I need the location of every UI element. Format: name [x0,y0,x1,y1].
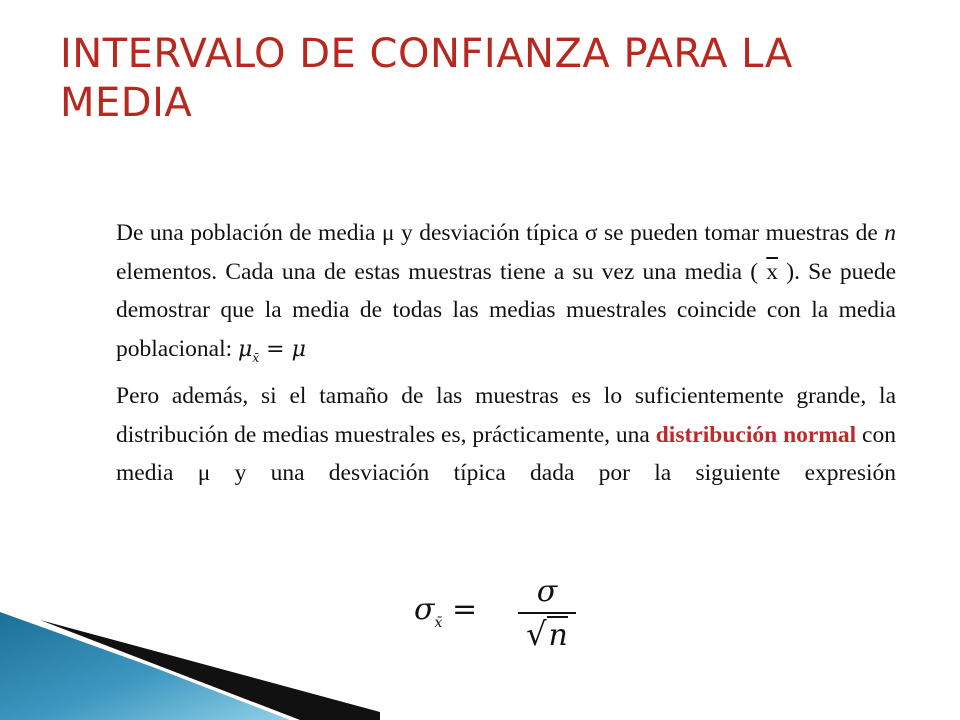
inline-formula-rhs: μ [291,336,306,362]
slide-title: INTERVALO DE CONFIANZA PARA LA MEDIA [60,31,793,126]
highlight-normal-distribution: distribución normal [655,421,857,448]
p1-text-b: elementos. Cada una de estas muestras tiene a su vez una media ( [116,258,767,285]
formula-numerator: σ [536,574,558,609]
inline-formula-eq: = [259,336,292,362]
inline-formula-mean [238,336,306,365]
p1-xbar: $\overline{x}$ [766,258,779,285]
corner-decoration [0,600,380,720]
p1-text-c: ). Se puede demostrar que la media de todas las medias muestrales coincide con la media poblacional: [116,258,896,362]
formula-fraction [518,574,576,654]
body-text [116,214,896,493]
p2-text-a: Pero además, si el tamaño de las muestras es lo suficientemente grande, la distribución de medias muestrales es, prácticamente, una [116,383,896,448]
formula-n: n [548,618,568,653]
p1-text-a: De una población de media μ y desviación típica σ se pueden tomar muestras de [116,220,885,246]
formula-lhs [414,592,477,631]
paragraph-2 [116,377,896,493]
p1-variable-n: n [884,220,896,246]
inline-formula-mu: μ [238,336,253,362]
formula-sub: x̄ [434,615,443,631]
formula-equals: = [451,592,478,627]
formula-denominator [518,614,576,654]
inline-formula-sub: x̄ [252,350,260,365]
sqrt-symbol: √ [526,615,547,653]
formula-sigma: σ [414,592,435,627]
p2-text-b: con media μ y una desviación típica dada por la siguiente expresión [116,421,896,486]
paragraph-1 [116,214,896,377]
